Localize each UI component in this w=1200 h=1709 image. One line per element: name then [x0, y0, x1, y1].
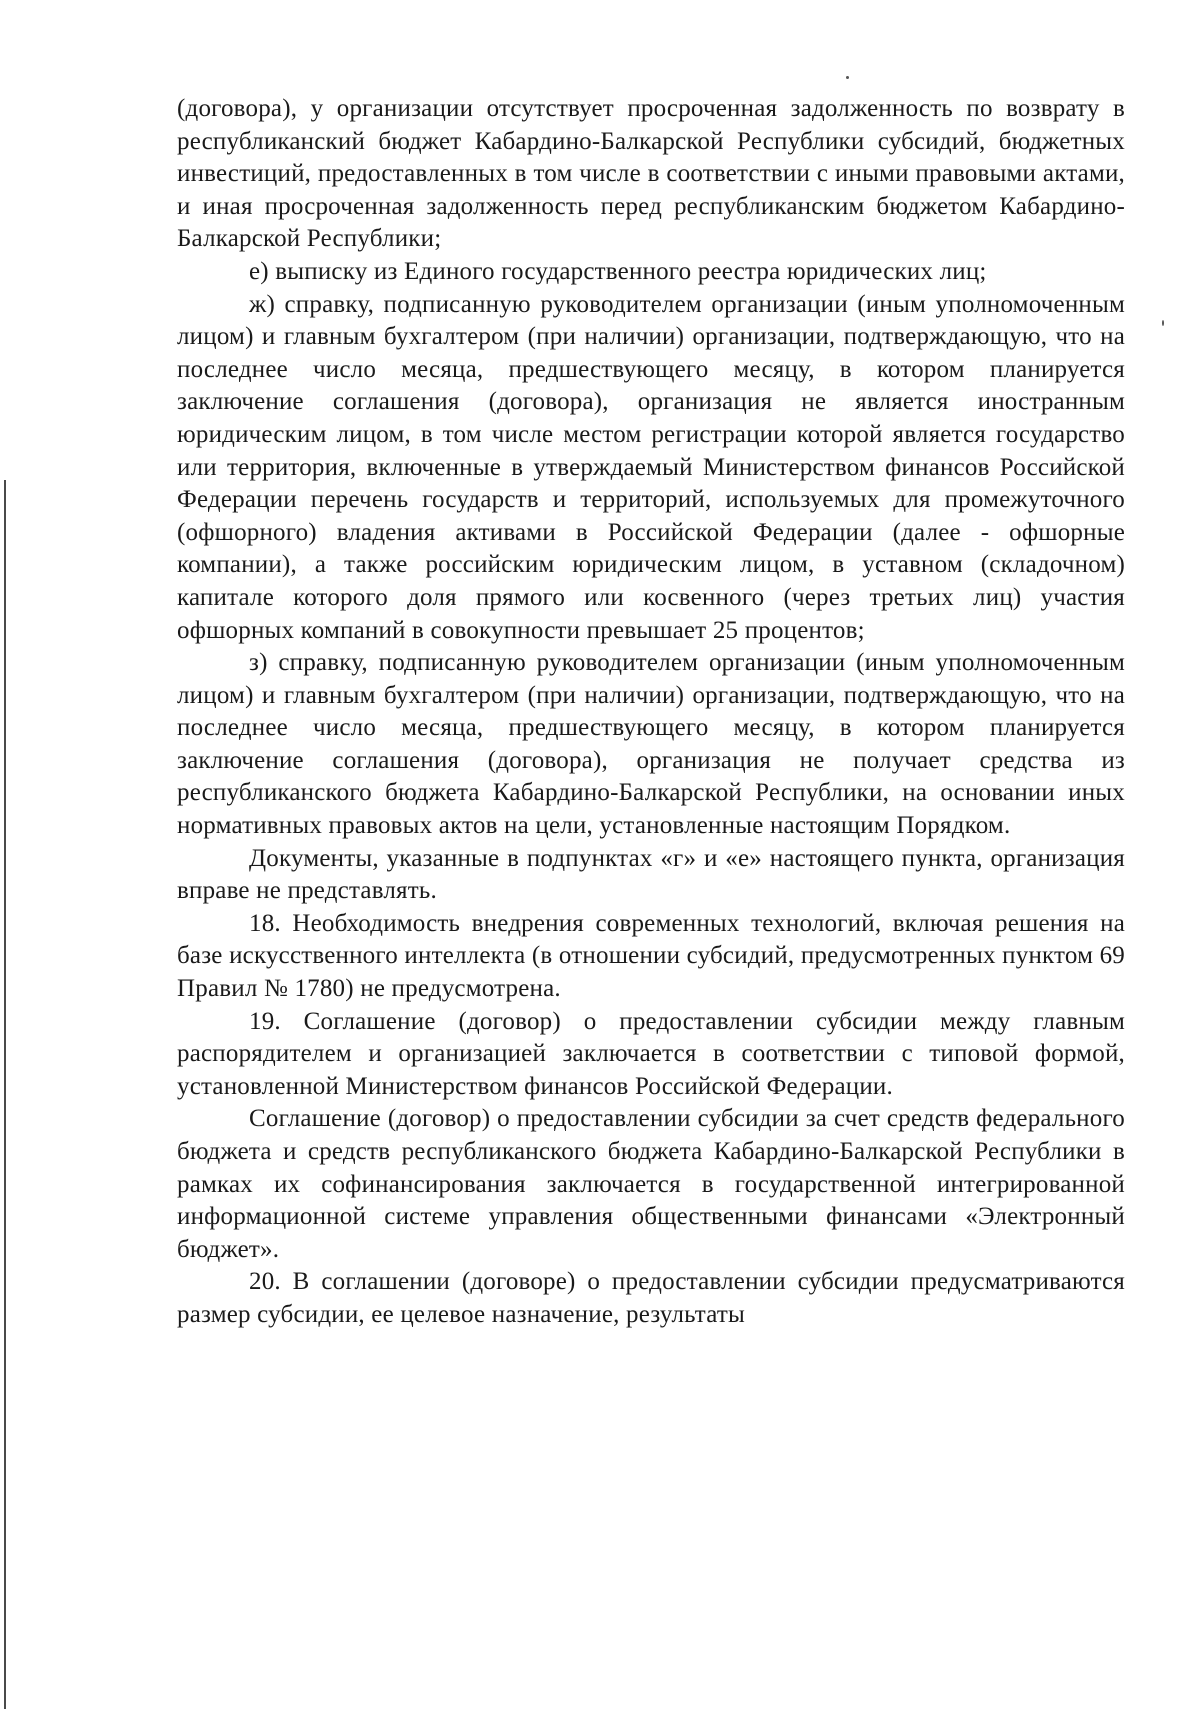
paragraph-agreement-system: Соглашение (договор) о предоставлении субсидии за счет средств федерального бюджета и средств республиканского бюджета Кабардино-Балкарской Республики в рамках их софинансирования заключается в государственной интегрированной информационной системе управления общественными финансами «Электронный бюджет». [177, 1105, 1125, 1263]
paragraph-item-zh: ж) справку, подписанную руководителем организации (иным уполномоченным лицом) и главным бухгалтером (при наличии) организации, подтверждающую, что на последнее число месяца, предшествующего месяцу, в котором планируется заключение соглашения (договора), организация не является иностранным юридическим лицом, в том числе местом регистрации которой является государство или территория, включенные в утверждаемый Министерством финансов Российской Федерации перечень государств и территорий, используемых для промежуточного (офшорного) владения активами в Российской Федерации (далее - офшорные компании), а также российским юридическим лицом, в уставном (складочном) капитале которого доля прямого или косвенного (через третьих лиц) участия офшорных компаний в совокупности превышает 25 процентов; [177, 290, 1125, 644]
paragraph-item-e: е) выписку из Единого государственного реестра юридических лиц; [249, 257, 987, 285]
scan-speck [1162, 320, 1164, 326]
paragraph-debt-clause: (договора), у организации отсутствует просроченная задолженность по возврату в республиканский бюджет Кабардино-Балкарской Республики субсидий, бюджетных инвестиций, предоставленных в том числе в соответствии с иными правовыми актами, и иная просроченная задолженность перед республиканским бюджетом Кабардино-Балкарской Республики; [177, 95, 1125, 253]
scan-edge-line [4, 480, 6, 1709]
paragraph-point-19: 19. Соглашение (договор) о предоставлении субсидии между главным распорядителем и организацией заключается в соответствии с типовой формой, установленной Министерством финансов Российской Федерации. [177, 1007, 1125, 1100]
paragraph-documents-note: Документы, указанные в подпунктах «г» и «е» настоящего пункта, организация вправе не представлять. [177, 844, 1125, 905]
scan-speck [846, 76, 849, 79]
paragraph-point-18: 18. Необходимость внедрения современных технологий, включая решения на базе искусственного интеллекта (в отношении субсидий, предусмотренных пунктом 69 Правил № 1780) не предусмотрена. [177, 909, 1125, 1003]
document-body [177, 93, 1125, 1332]
paragraph-item-z: з) справку, подписанную руководителем организации (иным уполномоченным лицом) и главным бухгалтером (при наличии) организации, подтверждающую, что на последнее число месяца, предшествующего месяцу, в котором планируется заключение соглашения (договора), организация не получает средства из республиканского бюджета Кабардино-Балкарской Республики, на основании иных нормативных правовых актов на цели, установленные настоящим Порядком. [177, 649, 1125, 840]
paragraph-point-20: 20. В соглашении (договоре) о предоставлении субсидии предусматриваются размер субсидии, ее целевое назначение, результаты [177, 1268, 1125, 1328]
